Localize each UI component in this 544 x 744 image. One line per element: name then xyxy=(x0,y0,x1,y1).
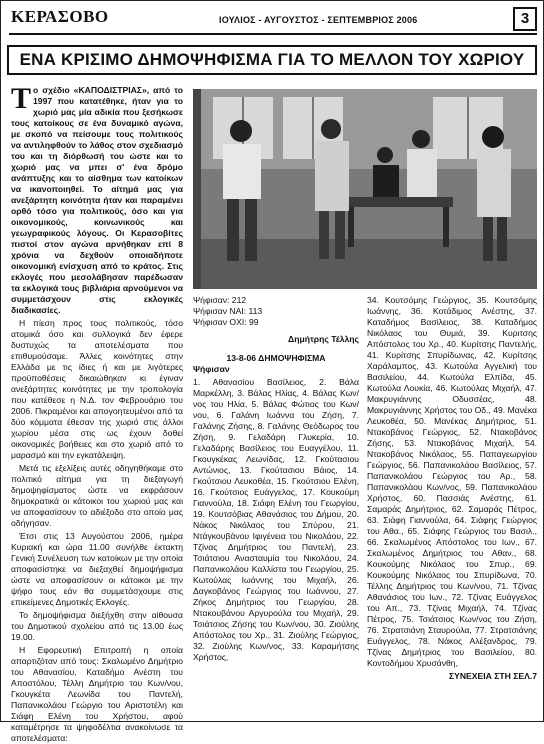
voter-list-part-1: 1. Αθανασίου Βασίλειος, 2. Βάλα Μαρκέλλη, 3. Βάλας Ηλίας, 4. Βάλας Κων/νος του Ηλία, 5. Βάλας Φώτιος του Κων/νου, 6. Γαλάνη Ιωάννα του Ζήση, 7. Γαλάνης Ζήσης, 8. Γαλάνης Θεόδωρος του Ζήση, 9. Γελαδάρη Γλυκερία, 10. Γελαδάρης Βασίλειος του Ευαγγέλου, 11. Γκουγκέκας Λεωνίδας, 12. Γκούτασιου Αντώνιος, 13. Γκούτασιου Βάιος, 14. Γκούτσιου Λευκοθέα, 15. Γκούτσιου Ελένη, 16. Γκούτσιος Ευάγγελος, 17. Κουκούμη Γιαννούλα, 18. Σιάφη Ελένη του Γεωργίου, 19. Κουτσόβιας Αθανάσιος του Δήμου, 20. Νάκος Νικόλαος του Σπύρου, 21. Ντάγκουβάνου Ιφιγένεια του Νικολάου, 22. Τζίνας Δημήτριος του Παντελή, 23. Τσιάτσιου Ανασταυμία του Νικολάου, 24. Παπανικολάου Καλλίστα του Γεωργίου, 25. Κωτούλας Ιωάννης του Μιχαήλ, 26. Δαγκοβάνος Γεώργιος του Ιωάννου, 27. Ζήκος Δημήτριος του Γεωργίου, 28. Ντακουβάνου Αργυρούλα του Μιχαήλ, 29. Τσιάτσιος Ζήσης του Κων/νου, 30. Ζιούλης Απόστολος του Χρ., 31. Ζιούλης Γεώργιος, 32. Ζιούλης Κων/νος, 33. Καραμήτσης Χρήστος, xyxy=(193,377,359,662)
article-paragraph-2: Μετά τις εξελίξεις αυτές οδηγηθήκαμε στο πολιτικό αίτημα για τη διεξαγωγή δημοψηφίσματος ώστε να εκφράσουν δημοκρατικά οι κάτοικοι του χωριού μας και να αποφασίσουν το αδιέξοδο στο οποίο μας οδήγησαν. xyxy=(11,463,183,528)
article-lead-text: ο σχέδιο «ΚΑΠΟΔΙΣΤΡΙΑΣ», από το 1997 που κατατέθηκε, ήταν για το χωριό μας μία αδικία που ξεσήκωσε τους κατοίκους σε ένα δυναμικό αγώνα, με σκοπό να πείσουμε τους πολιτικούς να αντιληφθούν το λάθος στον σχεδιασμό του και τη διόρθωσή του ώστε και το χωριό μας να μπει σ' ένα δρόμο ανάπτυξης και το αίσθημα των κατοίκων να ικανοποιηθεί. Το αίτημά μας για ανεξάρτητη κοινότητα ήταν και παραμένει ορθό τόσο για πολιτικούς, όσο και για οικονομικούς, κοινωνικούς και γεωγραφικούς λόγους. Οι Κερασοβίτες πιστοί στον αγώνα αρνήθηκαν επί 8 χρόνια να δεχθούν οποιαδήποτε οικονομική ενίσχυση από το κράτος. Στις εκλογές που μεσολάβησαν παρέδωσαν τα εκλογικά τους βιβλιάρια αρνούμενοι να συμμετάσχουν στις εκλογικές διαδικασίες. xyxy=(11,85,183,315)
photo-illustration xyxy=(193,89,537,289)
author-signature: Δημήτρης Τέλλης xyxy=(288,334,359,344)
page-number: 3 xyxy=(513,7,537,31)
voter-list-subtitle: Ψήφισαν xyxy=(193,364,230,374)
headline: ΕΝΑ ΚΡΙΣΙΜΟ ΔΗΜΟΨΗΦΙΣΜΑ ΓΙΑ ΤΟ ΜΕΛΛΟΝ ΤΟΥ ΧΩΡΙΟΥ xyxy=(19,50,525,69)
article-column-2 xyxy=(193,295,359,705)
article-column-1 xyxy=(11,82,183,743)
article-column-3 xyxy=(367,295,537,705)
results-block xyxy=(193,295,359,328)
issue-date: ΙΟΥΛΙΟΣ - ΑΥΓΟΥΣΤΟΣ - ΣΕΠΤΕΜΒΡΙΟΣ 2006 xyxy=(219,15,418,25)
article-paragraph-3: Έτσι στις 13 Αυγούστου 2006, ημέρα Κυριακή και ώρα 11.00 συνήλθε έκτακτη Γενική Συνέλευση των κατοίκων με την οποία αποφασίστηκε να διεξαχθεί δημοψήφισμα ώστε να αποφασίσουν οι κάτοικοι με την ψήφο τους εάν θα συμμετάσχουμε στις επικείμενες Δημοτικές Εκλογές. xyxy=(11,531,183,607)
continued-note: ΣΥΝΕΧΕΙΑ ΣΤΗ ΣΕΛ.7 xyxy=(448,671,537,681)
article-lead xyxy=(11,82,183,316)
results-voted: Ψήφισαν: 212 xyxy=(193,295,247,305)
results-no: Ψήφισαν ΟΧΙ: 99 xyxy=(193,317,259,327)
article-paragraph-4: Το δημοψήφισμα διεξήχθη στην αίθουσα του Δημοτικού σχολείου από τις 13.00 έως 19.00. xyxy=(11,610,183,642)
article-paragraph-5: Η Εφορευτική Επιτροπή η οποία απαρτιζόταν από τους: Σκαλωμένο Δημήτριο του Αθανασίου, Καταδήμο Ανέστη του Αποστόλου, Τέλλη Δημήτριο του Κων/νου, Γκουγκέτα Λεωνίδα του Παντελή, Παπανικολάου Γεώργιο του Αριστοτέλη και Σιάφη Ελένη του Χρήστου, αφού καταμέτρησε τα ψηφοδέλτια ανακοίνωσε τα αποτελέσματα: xyxy=(11,645,183,743)
voter-list-part-2: 34. Κουτσόμης Γεώργιος, 35. Κουτσόμης Ιωάννης, 36. Κοτάδιμος Ανέστης, 37. Καταδήμος Βασίλειος, 38. Καταδήμος Νικόλαος του Θυμιά, 39. Κυριτσης Απόστολος του Χρ., 40. Κυρίτσης Παντελής, 41. Κυρίτσης Σπυρίδωνας, 42. Κυρίτσης Χαράλαμπος, 43. Κωτούλα Αγγελική του Βασιλείου, 44. Κωτούλα Ελπίδα, 45. Κωτούλα Λουκία, 46. Κωτούλας Μιχαήλ, 47. Μακρυγιάννης Οδυσσέας, 48. Μακρυγιάννης Χρήστος του Οδ., 49. Μανέκα Λευκοθέα, 50. Μανέκας Δημήτριος, 51. Ντακοβάνος Γεώργιος, 52. Ντακοβάνος Ζήσης, 53. Ντακοβάνος Μιχαήλ, 54. Ντακοβάνος Νικόλαος, 55. Παπαγεωργίου Γεώργιος, 56. Παπανικολάου Βασίλειος, 57. Παπανικολάου Γεώργιος του Αρ., 58. Παπανικολάου Κων/νος, 59. Παπανικολάου Χρήστος, 60. Πασσιάς Ανέστης, 61. Σαμαράς Δημήτριος, 62. Σαμαράς Πέτρος, 63. Σιάφη Γιαννούλα, 64. Σιάφης Γεώργιος του Αθα., 65. Σιάφης Γεώργιος του Βασιλ., 66. Σκαλωμένος Απόστολος του Ιων., 67. Σκαλωμένος Δημήτριος του Αθαν., 68. Κουκούμης Νικόλαος του Σπυρ., 69. Κουκούμης Νικόλαος του Σπυρίδωνα, 70. Τέλλης Δημήτριος του Κων/νου, 71. Τζίνας Αθανάσιος του Ιων., 72. Τζίνας Ευάγγελος του Απ., 73. Τζίνας Μιχαήλ, 74. Τζίνας Πέτρος, 75. Τσιάτσιος Κων/νος του Ζήση, 76. Στρατσιάνη Σταυρούλα, 77. Στρατσιάνης Ευάγγελος, 78. Νάκος Αλέξανδρος, 79. Τζίνας Δημήτριος του Βασιλείου, 80. Κοντοδήμου Χρυσάνθη, xyxy=(367,295,537,668)
masthead xyxy=(9,7,537,31)
masthead-rule xyxy=(9,33,537,35)
newspaper-logo: ΚΕΡΑΣΟΒΟ xyxy=(11,7,109,26)
referendum-photo xyxy=(193,89,537,289)
headline-box xyxy=(7,45,537,75)
drop-cap: Τ xyxy=(11,82,32,115)
results-yes: Ψήφισαν ΝΑΙ: 113 xyxy=(193,306,263,316)
article-paragraph-1: Η πίεση προς τους πολιτικούς, τόσο ατομικά όσο και συλλογικά δεν έφερε δυστυχώς τα αποτελέσματα που επιθυμούσαμε. Άλλες κοινότητες στην Ελλάδα με τις ίδιες ή και με λιγότερες προϋποθέσεις δικαιώθηκαν κι έγιναν ανεξάρτητες κοινότητες με την τροπολογία που κατέθεσε η Ν.Δ. τον Φεβρουάριο του 2006. Πικραμένοι και απογοητευμένοι από τα δύο κόμματα έθεσαν της χωριό στις άλλοι χωρίου μέσα στις ως έχουν δοθεί οικονομικές βοήθειες και στο χωριό από το μαρασμό και την εγκατάλειψη. xyxy=(11,318,183,460)
voter-list-title: 13-8-06 ΔΗΜΟΨΗΦΙΣΜΑ xyxy=(226,353,326,363)
